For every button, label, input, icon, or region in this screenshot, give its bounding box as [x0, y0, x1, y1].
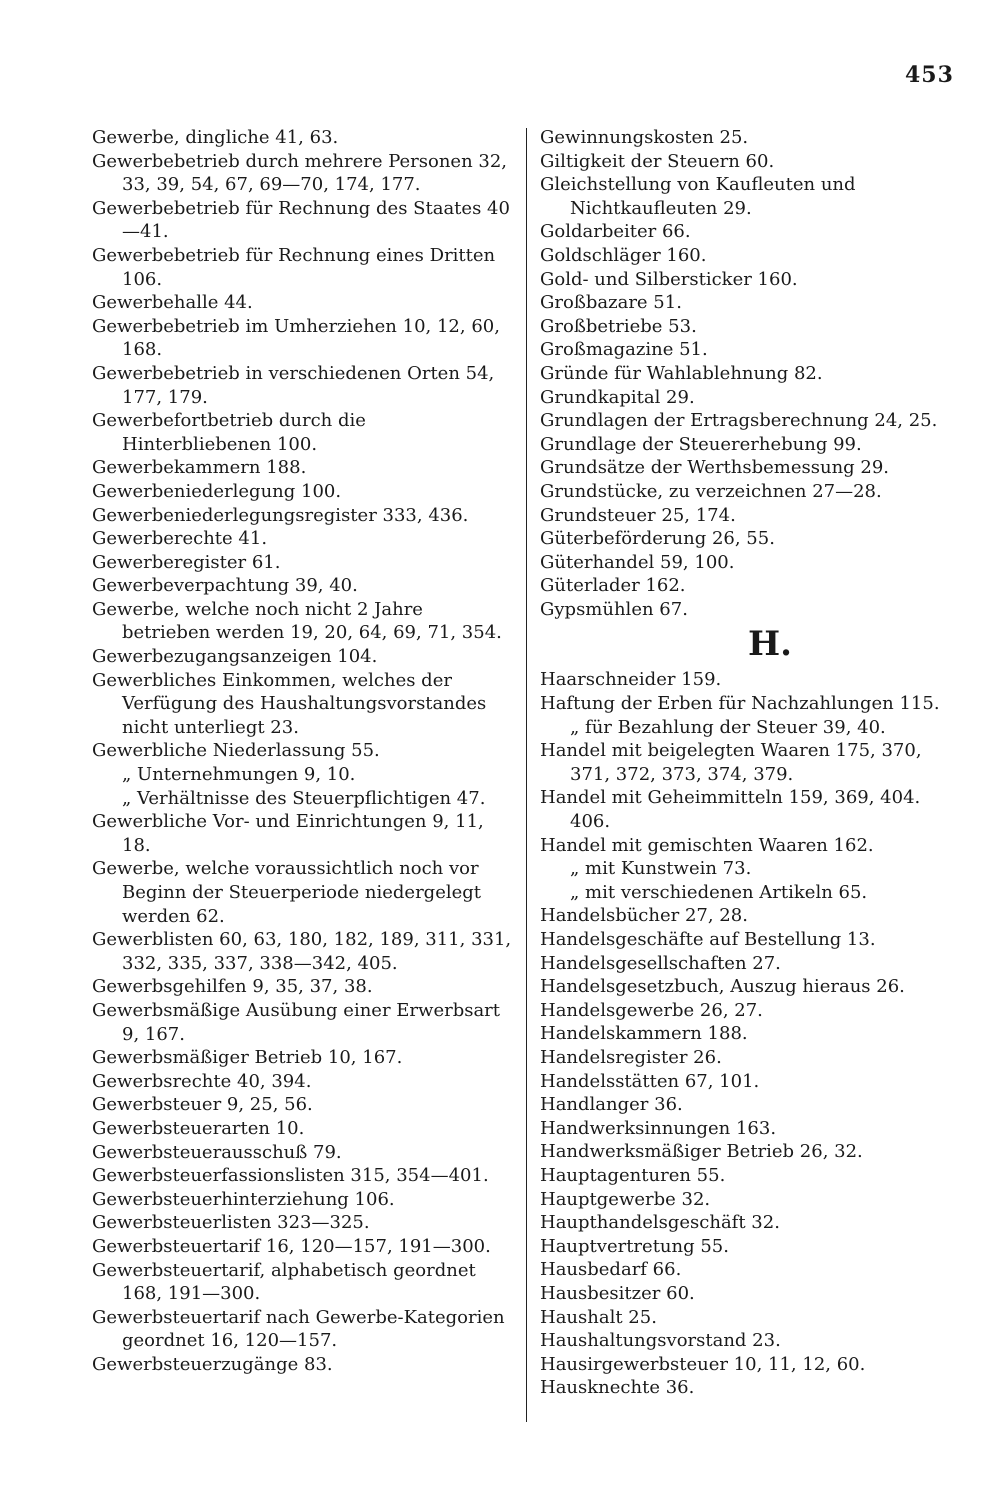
index-entry: Gewerbsteuertarif 16, 120—157, 191—300. — [92, 1235, 491, 1257]
index-entry: Handelsgeschäfte auf Bestellung 13. — [540, 929, 876, 950]
index-entry: Gewerbe, dingliche 41, 63. — [92, 127, 339, 148]
index-entry: Gewerbliche Vor- und Einrichtungen 9, 11, 18. — [92, 811, 484, 856]
index-entry: Gründe für Wahlablehnung 82. — [540, 362, 823, 384]
index-entry: Güterbeförderung 26, 55. — [540, 528, 775, 550]
index-entry: „ mit verschiedenen Artikeln 65. — [570, 881, 868, 903]
index-entry: Großbetriebe 53. — [540, 315, 697, 337]
index-entry: Gewerbebetrieb für Rechnung des Staates 40—41. — [92, 197, 510, 243]
index-entry: Haupthandelsgeschäft 32. — [540, 1212, 780, 1234]
index-entry: Handelskammern 188. — [540, 1023, 748, 1045]
index-entry: Gewerbliches Einkommen, welches der Verfügung des Haushaltungsvorstandes nicht unterliegt 23. — [92, 669, 487, 738]
page-number: 453 — [905, 62, 954, 88]
index-entry: Gewerbsteuerarten 10. — [92, 1117, 305, 1139]
index-entry: Gewerbsteuertarif, alphabetisch geordnet 168, 191—300. — [92, 1259, 476, 1305]
index-entry: Hausirgewerbsteuer 10, 11, 12, 60. — [540, 1353, 866, 1375]
index-entry: Gewerbe, welche voraussichtlich noch vor Beginn der Steuerperiode niedergelegt werden 62. — [92, 858, 482, 927]
index-entry: Hauptagenturen 55. — [540, 1164, 726, 1186]
column-divider — [526, 128, 527, 1422]
index-entry: Grundlage der Steuererhebung 99. — [540, 433, 862, 455]
index-entry: Grundlagen der Ertragsberechnung 24, 25. — [540, 410, 938, 432]
index-entry: Handelsgewerbe 26, 27. — [540, 999, 763, 1021]
index-entry: Gewerbebetrieb für Rechnung eines Dritten 106. — [92, 244, 496, 290]
index-entry: „ mit Kunstwein 73. — [570, 858, 752, 880]
index-entry: Haushalt 25. — [540, 1306, 657, 1328]
index-entry: Gewerbsteuerlisten 323—325. — [92, 1212, 370, 1234]
index-entry: Haarschneider 159. — [540, 669, 722, 691]
index-entry: Gewerbehalle 44. — [92, 292, 253, 314]
index-entry: Handelsbücher 27, 28. — [540, 905, 748, 927]
index-entry: Grundsätze der Werthsbemessung 29. — [540, 457, 890, 479]
index-entry: Gewerbsgehilfen 9, 35, 37, 38. — [92, 976, 373, 998]
index-entry: Gewerbeniederlegungsregister 333, 436. — [92, 504, 469, 526]
index-entry: Gewerbliche Niederlassung 55. — [92, 740, 380, 762]
index-entry: Gewerbsrechte 40, 394. — [92, 1070, 312, 1092]
index-entry: Haftung der Erben für Nachzahlungen 115. — [540, 693, 940, 715]
index-column-left — [92, 126, 512, 1376]
index-entry: Gewerbsmäßiger Betrieb 10, 167. — [92, 1047, 403, 1069]
index-entry: Gewerbsteuertarif nach Gewerbe-Kategorien geordnet 16, 120—157. — [92, 1306, 505, 1352]
index-entry: Güterlader 162. — [540, 575, 686, 597]
index-entry: Hauptvertretung 55. — [540, 1235, 729, 1257]
index-entry: Gewerbsteuer 9, 25, 56. — [92, 1094, 313, 1116]
index-entry: Hauptgewerbe 32. — [540, 1188, 711, 1210]
index-entry: Hausbesitzer 60. — [540, 1282, 695, 1304]
index-entry: Gewerbeniederlegung 100. — [92, 480, 342, 502]
index-entry: „ Unternehmungen 9, 10. — [122, 764, 356, 786]
index-entry: „ für Bezahlung der Steuer 39, 40. — [570, 716, 886, 738]
index-entry: Goldarbeiter 66. — [540, 221, 691, 243]
index-entry: Gewerbsmäßige Ausübung einer Erwerbsart 9, 167. — [92, 999, 501, 1045]
index-entry: Gypsmühlen 67. — [540, 598, 688, 620]
index-entry: Grundsteuer 25, 174. — [540, 504, 736, 526]
index-entry: Grundstücke, zu verzeichnen 27—28. — [540, 480, 882, 502]
index-entry: Gewerbsteuerausschuß 79. — [92, 1141, 342, 1163]
index-entry: Gewerberegister 61. — [92, 551, 281, 573]
index-entry: Gewerbsteuerhinterziehung 106. — [92, 1188, 395, 1210]
index-entry: „ Verhältnisse des Steuerpflichtigen 47. — [122, 787, 486, 809]
index-entry: Gewerberechte 41. — [92, 528, 268, 550]
index-entry: Handelsgesellschaften 27. — [540, 952, 781, 974]
index-entry: Gewerbefortbetrieb durch die Hinterbliebenen 100. — [92, 410, 366, 455]
index-entry: Handlanger 36. — [540, 1094, 683, 1116]
index-entry: Gewerbeverpachtung 39, 40. — [92, 575, 358, 597]
index-entry: Gewerbsteuerzugänge 83. — [92, 1353, 333, 1375]
index-entry: Gewerbebetrieb im Umherziehen 10, 12, 60, 168. — [92, 315, 500, 361]
index-entry: Handel mit Geheimmitteln 159, 369, 404. 406. — [540, 787, 921, 833]
index-entry: Großmagazine 51. — [540, 339, 708, 361]
index-entry: Großbazare 51. — [540, 292, 682, 314]
index-column-right — [540, 126, 960, 1400]
index-entry: Gleichstellung von Kaufleuten und Nichtkaufleuten 29. — [540, 174, 856, 219]
index-entry: Hausbedarf 66. — [540, 1259, 682, 1281]
index-entry: Handel mit beigelegten Waaren 175, 370, 371, 372, 373, 374, 379. — [540, 740, 922, 785]
index-entry: Handel mit gemischten Waaren 162. — [540, 834, 874, 856]
index-entry: Hausknechte 36. — [540, 1377, 695, 1399]
index-entry: Gold- und Silbersticker 160. — [540, 268, 798, 290]
index-entry: Güterhandel 59, 100. — [540, 551, 735, 573]
index-entry: Grundkapital 29. — [540, 386, 695, 408]
index-entry: Gewerbsteuerfassionslisten 315, 354—401. — [92, 1165, 489, 1187]
index-entry: Haushaltungsvorstand 23. — [540, 1330, 781, 1352]
index-entry: Handelsregister 26. — [540, 1046, 722, 1068]
index-entry: Giltigkeit der Steuern 60. — [540, 150, 775, 172]
index-entry: Gewerbebetrieb in verschiedenen Orten 54, 177, 179. — [92, 362, 495, 408]
index-entry: Goldschläger 160. — [540, 244, 707, 266]
index-entry: Gewerbebetrieb durch mehrere Personen 32, 33, 39, 54, 67, 69—70, 174, 177. — [92, 150, 508, 196]
section-letter-h: H. — [748, 624, 792, 665]
index-entry: Gewerbe, welche noch nicht 2 Jahre betrieben werden 19, 20, 64, 69, 71, 354. — [92, 598, 502, 644]
index-entry: Gewerbekammern 188. — [92, 457, 307, 479]
index-entry: Gewerbezugangsanzeigen 104. — [92, 646, 378, 668]
index-entry: Handwerksmäßiger Betrieb 26, 32. — [540, 1141, 863, 1163]
index-entry: Gewinnungskosten 25. — [540, 127, 749, 148]
index-entry: Handelsstätten 67, 101. — [540, 1070, 760, 1092]
index-entry: Handwerksinnungen 163. — [540, 1117, 777, 1139]
index-entry: Handelsgesetzbuch, Auszug hieraus 26. — [540, 976, 905, 998]
index-entry: Gewerblisten 60, 63, 180, 182, 189, 311, 331, 332, 335, 337, 338—342, 405. — [92, 929, 512, 974]
